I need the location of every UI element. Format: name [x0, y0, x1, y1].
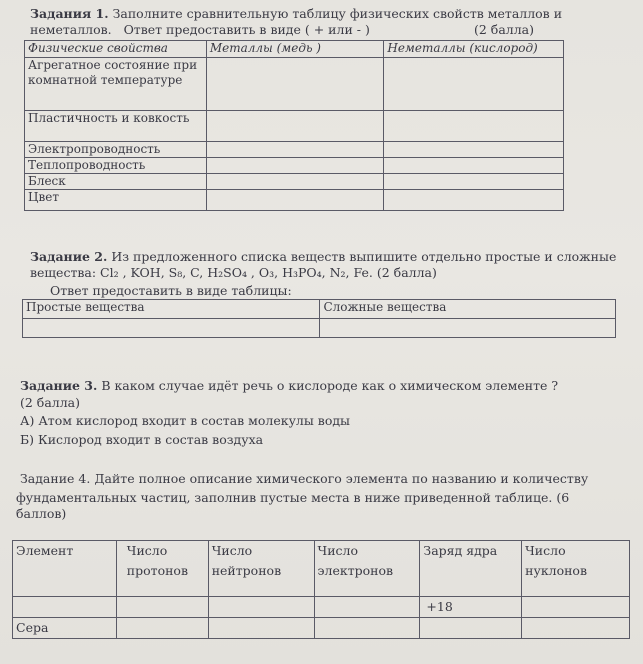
- task4-text-line1: Дайте полное описание химического элемента по названию и количеству: [94, 471, 589, 486]
- task1-answer-note: Ответ предоставить в виде ( + или - ): [123, 22, 370, 37]
- task3-line1: [20, 378, 558, 394]
- table-header-row: [25, 41, 564, 58]
- task4-line1: [20, 471, 588, 487]
- task3-text: В каком случае идёт речь о кислороде как о химическом элементе ?: [101, 378, 559, 393]
- task4-title: Задание 4.: [20, 471, 91, 486]
- table-row: [25, 111, 564, 142]
- nonmetal-cell[interactable]: [384, 142, 564, 158]
- element-name-cell: Сера: [13, 618, 117, 639]
- nonmetal-cell[interactable]: [384, 58, 564, 111]
- row-label: Пластичность и ковкость: [25, 111, 207, 142]
- task2-answer-note: Ответ предоставить в виде таблицы:: [50, 283, 292, 298]
- header-nucleons: Число нуклонов: [522, 541, 630, 597]
- task3-points: (2 балла): [20, 395, 80, 410]
- task4-text-line3: баллов): [16, 506, 67, 521]
- header-element: Элемент: [13, 541, 117, 597]
- header-complex: Сложные вещества: [320, 300, 616, 319]
- substances-table: [22, 299, 616, 338]
- neutrons-cell[interactable]: [208, 618, 314, 639]
- nucleons-cell[interactable]: [522, 597, 630, 618]
- table-row: [25, 190, 564, 211]
- element-table: [12, 540, 630, 639]
- element-cell[interactable]: [13, 597, 117, 618]
- task1-text-line1: Заполните сравнительную таблицу физических свойств металлов и: [112, 6, 563, 21]
- task3-option-b: Б) Кислород входит в состав воздуха: [20, 432, 264, 447]
- complex-cell[interactable]: [320, 319, 616, 338]
- metal-cell[interactable]: [206, 58, 384, 111]
- header-charge: Заряд ядра: [420, 541, 522, 597]
- row-label: Электропроводность: [25, 142, 207, 158]
- header-properties: Физические свойства: [25, 41, 207, 58]
- header-protons: Число протонов: [116, 541, 208, 597]
- table-row: [25, 58, 564, 111]
- metal-cell[interactable]: [206, 142, 384, 158]
- metal-cell[interactable]: [206, 190, 384, 211]
- task1-points: (2 балла): [474, 22, 534, 37]
- task4-text-line2: фундаментальных частиц, заполнив пустые места в ниже приведенной таблице. (6: [16, 490, 570, 505]
- row-label: Блеск: [25, 174, 207, 190]
- table-row: [23, 319, 616, 338]
- task1-line2: [30, 22, 550, 38]
- protons-cell[interactable]: [116, 618, 208, 639]
- table-row: [25, 158, 564, 174]
- metal-cell[interactable]: [206, 158, 384, 174]
- table-row: [13, 618, 630, 639]
- task2-points: (2 балла): [376, 265, 437, 280]
- task2-formulas: Cl₂ , KOH, S₈, C, H₂SO₄ , O₃, H₃PO₄, N₂, Fe.: [100, 265, 373, 280]
- task2-title: Задание 2.: [30, 249, 108, 264]
- task3-title: Задание 3.: [20, 378, 98, 393]
- electrons-cell[interactable]: [314, 597, 420, 618]
- task2-text: Из предложенного списка веществ выпишите отдельно простые и сложные: [111, 249, 617, 264]
- table-row: [13, 597, 630, 618]
- row-label: Теплопроводность: [25, 158, 207, 174]
- charge-cell: +18: [420, 597, 522, 618]
- task3-option-a: А) Атом кислород входит в состав молекулы воды: [20, 413, 350, 428]
- properties-table: [24, 40, 564, 211]
- simple-cell[interactable]: [23, 319, 320, 338]
- table-row: [25, 174, 564, 190]
- row-label: Цвет: [25, 190, 207, 211]
- metal-cell[interactable]: [206, 111, 384, 142]
- nonmetal-cell[interactable]: [384, 190, 564, 211]
- header-metals: Металлы (медь ): [206, 41, 384, 58]
- neutrons-cell[interactable]: [208, 597, 314, 618]
- electrons-cell[interactable]: [314, 618, 420, 639]
- header-electrons: Число электронов: [314, 541, 420, 597]
- nonmetal-cell[interactable]: [384, 111, 564, 142]
- header-nonmetals: Неметаллы (кислород): [384, 41, 564, 58]
- nonmetal-cell[interactable]: [384, 174, 564, 190]
- table-row: [25, 142, 564, 158]
- task2-line2: [30, 265, 437, 281]
- task1-line1: [30, 6, 562, 22]
- nonmetal-cell[interactable]: [384, 158, 564, 174]
- metal-cell[interactable]: [206, 174, 384, 190]
- table-header-row: [13, 541, 630, 597]
- task2-line1: [30, 249, 616, 265]
- task1-title: Задания 1.: [30, 6, 109, 21]
- row-label: Агрегатное состояние при комнатной температуре: [25, 58, 207, 111]
- table-header-row: [23, 300, 616, 319]
- charge-cell[interactable]: [420, 618, 522, 639]
- task2-prefix: вещества:: [30, 265, 101, 280]
- protons-cell[interactable]: [116, 597, 208, 618]
- nucleons-cell[interactable]: [522, 618, 630, 639]
- task1-text-line2: неметаллов.: [30, 22, 112, 37]
- header-simple: Простые вещества: [23, 300, 320, 319]
- header-neutrons: Число нейтронов: [208, 541, 314, 597]
